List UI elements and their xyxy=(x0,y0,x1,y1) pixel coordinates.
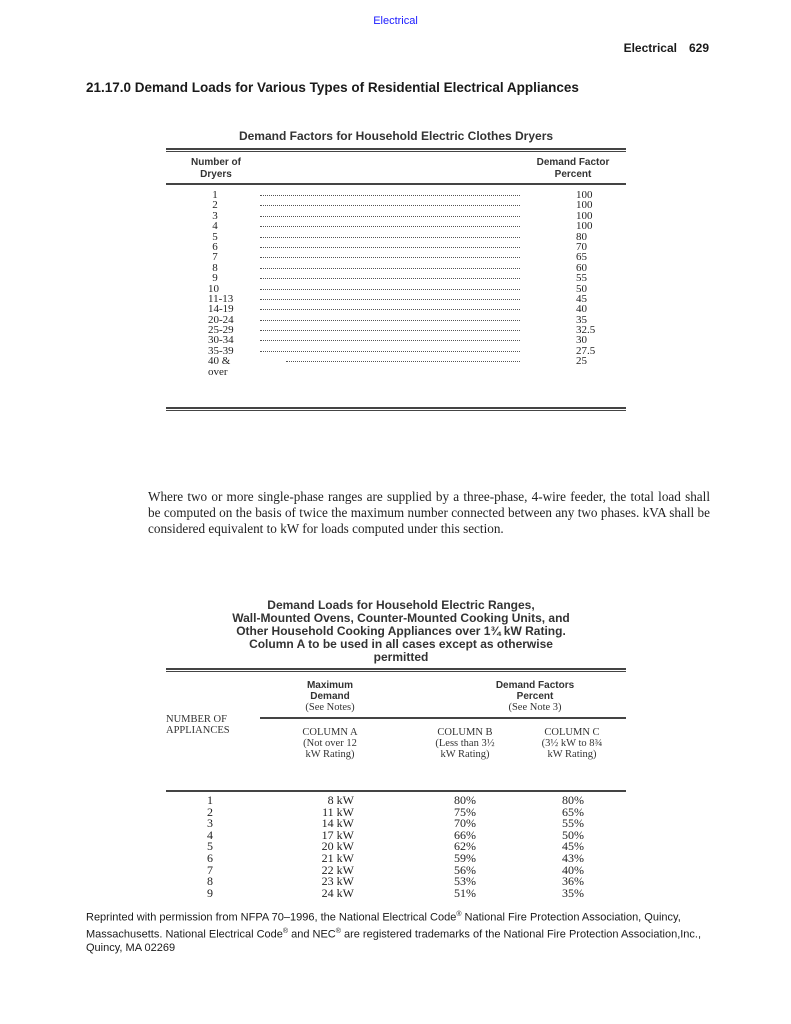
table-row xyxy=(166,304,626,314)
column-b-value: 70% xyxy=(454,816,476,831)
header-line: COLUMN B xyxy=(437,727,493,738)
demand-factor: 55 xyxy=(576,272,587,285)
dot-leader xyxy=(260,289,520,290)
table-row xyxy=(166,862,626,877)
column-c-value: 35% xyxy=(562,885,584,900)
dot-leader xyxy=(260,247,520,248)
header-line: (3½ kW to 8¾ xyxy=(541,738,603,749)
appliance-count: 9 xyxy=(207,885,213,900)
column-a-value: 11 kW xyxy=(322,804,354,819)
table-row xyxy=(166,818,626,830)
table-row xyxy=(166,885,626,900)
appliance-count: 1 xyxy=(207,793,213,807)
column-b-value: 56% xyxy=(454,862,476,877)
dot-leader xyxy=(260,237,520,238)
table-row xyxy=(166,284,626,294)
demand-factor: 25 xyxy=(576,355,587,368)
column-c-value: 36% xyxy=(562,874,584,889)
dot-leader xyxy=(260,268,520,269)
header-line: kW Rating) xyxy=(547,749,597,760)
running-header xyxy=(624,41,709,55)
column-b-value: 59% xyxy=(454,850,476,865)
column-a-value: 14 kW xyxy=(321,816,354,831)
column-b-value: 51% xyxy=(454,885,476,900)
title-line: Wall-Mounted Ovens, Counter-Mounted Cooking Units, and xyxy=(232,611,570,625)
running-section: Electrical xyxy=(623,41,677,55)
header-line: (Less than 3½ xyxy=(435,738,495,749)
dot-leader xyxy=(260,309,520,310)
table-row xyxy=(166,242,626,252)
demand-factor: 32.5 xyxy=(576,324,596,337)
table-row xyxy=(166,211,626,221)
dryer-table-body xyxy=(166,189,626,378)
demand-factor: 80 xyxy=(576,230,587,243)
electrical-link[interactable]: Electrical xyxy=(373,15,418,27)
footer-text: Reprinted with permission from NFPA 70–1996, the National Electrical Code xyxy=(86,911,457,924)
demand-factors-header xyxy=(470,680,600,713)
dryer-count: 35-39 xyxy=(208,344,234,357)
column-c-header xyxy=(522,727,622,760)
dryer-count: 8 xyxy=(212,261,218,274)
dryer-count: 2 xyxy=(212,199,218,212)
header-line: Maximum xyxy=(306,680,354,691)
demand-factor: 70 xyxy=(576,240,587,253)
header-line: kW Rating) xyxy=(305,749,355,760)
column-a-value: 23 kW xyxy=(321,874,354,889)
table-row xyxy=(166,335,626,345)
table-rule xyxy=(166,151,626,152)
appliance-count: 7 xyxy=(207,862,213,877)
column-b-value: 66% xyxy=(454,827,476,842)
column-a-header xyxy=(290,727,370,760)
demand-factor: 50 xyxy=(576,282,587,295)
dryer-count: 5 xyxy=(212,230,218,243)
dryer-count: 1 xyxy=(212,189,218,201)
column-c-value: 65% xyxy=(562,804,584,819)
table-row xyxy=(166,294,626,304)
dryer-count: 9 xyxy=(212,272,218,285)
title-line: Other Household Cooking Appliances over 1¾ kW Rating. xyxy=(236,624,566,638)
appliance-count: 5 xyxy=(207,839,213,854)
dryer-count: 10 xyxy=(208,282,219,295)
demand-factor: 27.5 xyxy=(576,344,596,357)
dryer-count: 14-19 xyxy=(208,303,234,316)
column-b-value: 53% xyxy=(454,874,476,889)
column-b-value: 62% xyxy=(454,839,476,854)
dryer-count: 4 xyxy=(212,220,218,233)
header-line: Percent xyxy=(516,691,554,702)
dryer-count: 30-34 xyxy=(208,334,234,347)
demand-factor: 100 xyxy=(576,209,593,222)
table-row xyxy=(166,190,626,200)
header-line: Number of xyxy=(191,157,241,168)
table-row xyxy=(166,804,626,819)
demand-factor: 100 xyxy=(576,220,593,233)
dryer-table-title: Demand Factors for Household Electric Clothes Dryers xyxy=(238,129,554,143)
table-row xyxy=(166,252,626,262)
column-c-value: 55% xyxy=(562,816,584,831)
demand-factor: 65 xyxy=(576,251,587,264)
table-rule xyxy=(166,671,626,672)
column-c-value: 43% xyxy=(562,850,584,865)
dryer-count: 11-13 xyxy=(208,292,234,305)
table-row xyxy=(166,263,626,273)
header-line: APPLIANCES xyxy=(166,725,230,736)
page-number: 629 xyxy=(688,41,709,55)
column-c-value: 45% xyxy=(562,839,584,854)
footer-text: National Fire Protection Association, Quincy, Massachusetts. National Electrical Code xyxy=(86,911,681,941)
table-row xyxy=(166,200,626,210)
demand-factor: 40 xyxy=(576,303,587,316)
body-paragraph: Where two or more single-phase ranges are supplied by a three-phase, 4-wire feeder, the total load shall be computed on the basis of twice the maximum number connected between any two phases. kVA shall be considered equivalent to kW for loads computed under this section. xyxy=(148,489,710,536)
demand-factor: 100 xyxy=(576,199,593,212)
dryer-count: 3 xyxy=(212,209,218,222)
table-row xyxy=(166,876,626,888)
footer-text: and NEC xyxy=(288,928,336,941)
table-row xyxy=(166,841,626,853)
dryer-number-header xyxy=(181,157,251,181)
header-line: Dryers xyxy=(200,169,232,180)
table-rule xyxy=(260,717,626,719)
dot-leader xyxy=(260,226,520,227)
dot-leader xyxy=(286,361,520,362)
table-row xyxy=(166,315,626,325)
column-c-value: 80% xyxy=(562,793,584,807)
header-line: COLUMN A xyxy=(302,727,358,738)
column-a-value: 22 kW xyxy=(321,862,354,877)
dot-leader xyxy=(260,257,520,258)
header-line: COLUMN C xyxy=(544,727,600,738)
table-rule xyxy=(166,148,626,150)
dot-leader xyxy=(260,278,520,279)
dot-leader xyxy=(260,320,520,321)
column-a-value: 8 kW xyxy=(327,793,354,807)
header-line: (See Note 3) xyxy=(508,702,562,713)
table-row xyxy=(166,232,626,242)
column-a-value: 21 kW xyxy=(321,850,354,865)
table-rule xyxy=(166,668,626,670)
registered-mark: ® xyxy=(335,927,341,935)
dryer-count: 20-24 xyxy=(208,313,234,326)
range-table-title xyxy=(206,599,596,664)
demand-factor: 60 xyxy=(576,261,587,274)
footer-text: are registered trademarks of the National Fire Protection Association,Inc., Quincy, MA 02269 xyxy=(86,928,702,955)
table-rule xyxy=(166,410,626,411)
header-line: Percent xyxy=(554,169,592,180)
column-a-value: 20 kW xyxy=(321,839,354,854)
title-line: Column A to be used in all cases except as otherwise xyxy=(249,637,553,651)
dryer-count: 6 xyxy=(212,240,218,253)
dryer-count: 7 xyxy=(212,251,218,264)
table-rule xyxy=(166,407,626,409)
table-row xyxy=(166,325,626,335)
registered-mark: ® xyxy=(282,927,289,935)
dryer-factor-header xyxy=(525,157,621,181)
appliance-count: 6 xyxy=(207,850,213,865)
section-title: 21.17.0 Demand Loads for Various Types of Residential Electrical Appliances xyxy=(86,80,579,95)
max-demand-header xyxy=(290,680,370,713)
column-b-value: 80% xyxy=(454,793,476,807)
dot-leader xyxy=(260,330,520,331)
demand-factor: 35 xyxy=(576,313,587,326)
column-a-value: 17 kW xyxy=(321,827,354,842)
appliance-count: 3 xyxy=(207,816,213,831)
column-c-value: 50% xyxy=(562,827,584,842)
header-line: Demand Factors xyxy=(495,680,575,691)
title-line: Demand Loads for Household Electric Ranges, xyxy=(267,598,535,612)
registered-mark: ® xyxy=(456,911,462,918)
dryer-count: 40 & over xyxy=(208,355,231,378)
header-line: Demand Factor xyxy=(536,157,610,168)
dot-leader xyxy=(260,351,520,352)
dot-leader xyxy=(260,299,520,300)
appliance-count: 4 xyxy=(207,827,213,842)
footer-credit xyxy=(86,908,711,955)
dot-leader xyxy=(260,340,520,341)
header-line: (Not over 12 xyxy=(303,738,357,749)
demand-factor: 45 xyxy=(576,292,587,305)
appliance-count: 2 xyxy=(207,804,213,819)
table-rule xyxy=(166,790,626,792)
header-line: (See Notes) xyxy=(305,702,355,713)
dot-leader xyxy=(260,195,520,196)
table-row xyxy=(166,273,626,283)
table-row xyxy=(166,355,626,378)
appliance-count: 8 xyxy=(207,874,213,889)
column-b-value: 75% xyxy=(454,804,476,819)
demand-factor: 30 xyxy=(576,334,587,347)
table-row xyxy=(166,221,626,231)
dot-leader xyxy=(260,205,520,206)
column-a-value: 24 kW xyxy=(321,885,354,900)
number-of-appliances-header xyxy=(166,714,246,736)
table-row xyxy=(166,827,626,842)
table-rule xyxy=(166,183,626,185)
range-table-body xyxy=(166,795,626,899)
column-c-value: 40% xyxy=(562,862,584,877)
header-line: Demand xyxy=(310,691,350,702)
table-row xyxy=(166,346,626,356)
table-row xyxy=(166,850,626,865)
title-line: permitted xyxy=(373,650,429,664)
header-line: NUMBER OF xyxy=(166,714,227,725)
dryer-count: 25-29 xyxy=(208,324,234,337)
header-line: kW Rating) xyxy=(440,749,490,760)
dot-leader xyxy=(260,216,520,217)
table-row xyxy=(166,795,626,807)
column-b-header xyxy=(415,727,515,760)
demand-factor: 100 xyxy=(576,189,593,201)
